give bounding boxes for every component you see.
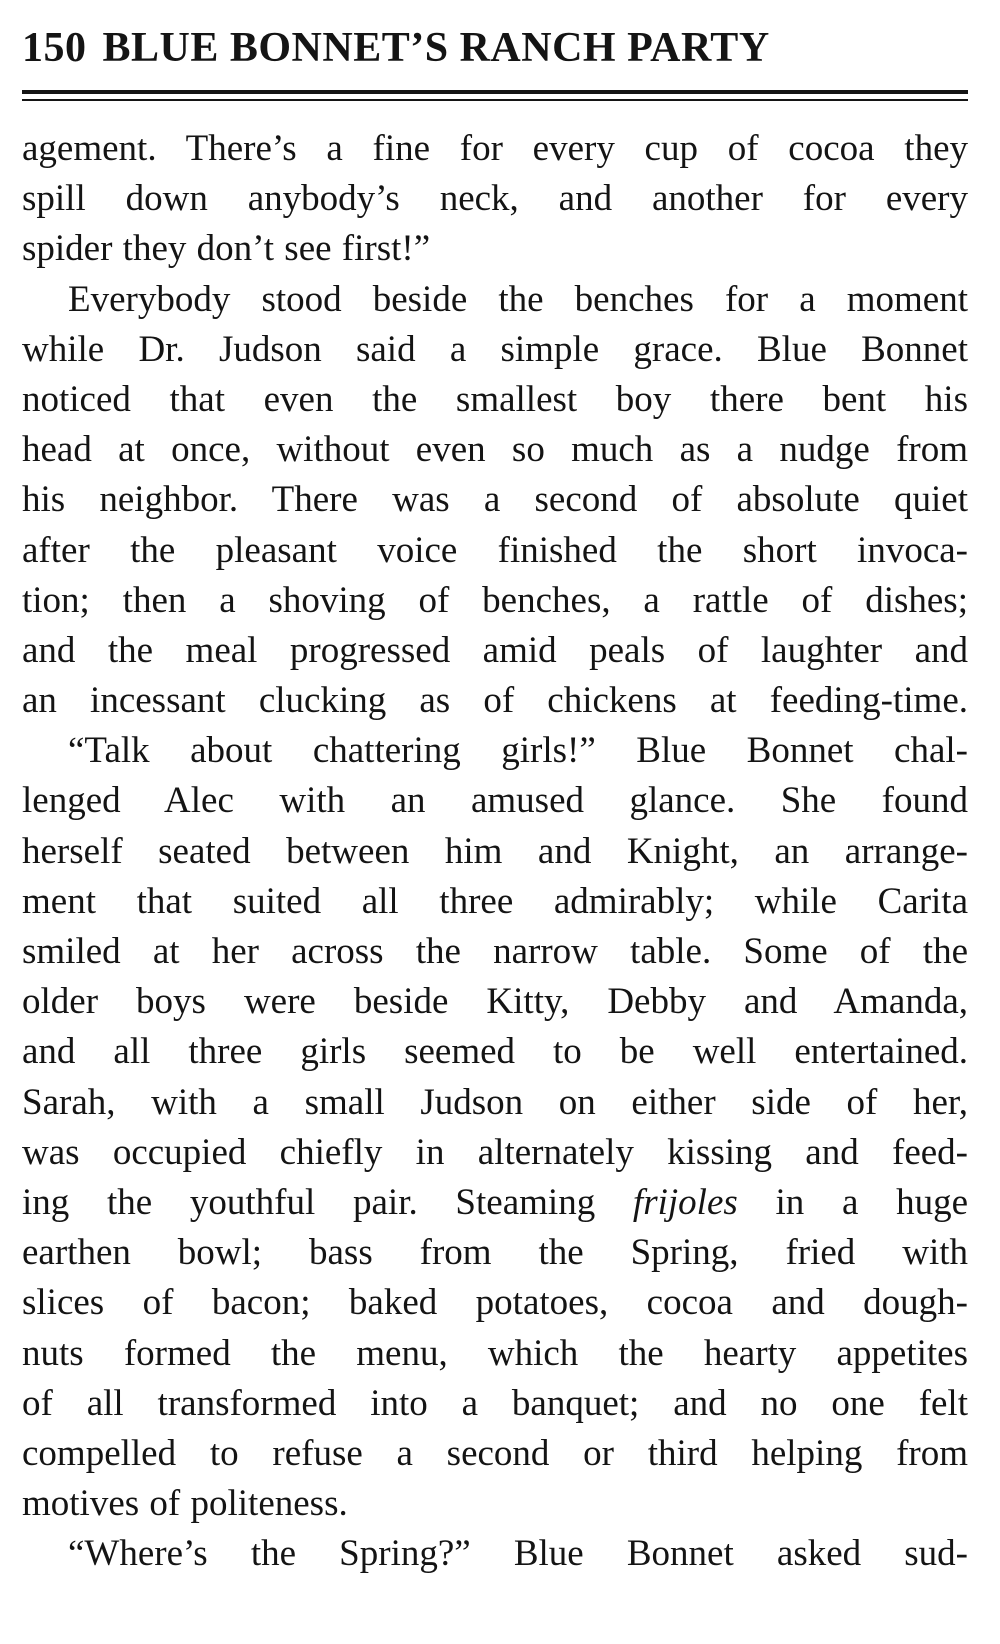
italic-word: frijoles (632, 1181, 738, 1223)
text-line: earthen bowl; bass from the Spring, fried with (22, 1232, 968, 1274)
text-line: after the pleasant voice finished the short invoca- (22, 529, 968, 571)
text-line: an incessant clucking as of chickens at feeding-time. (22, 680, 968, 722)
text-line: and all three girls seemed to be well entertained. (22, 1031, 968, 1073)
running-head (22, 18, 968, 78)
page-number: 150 (22, 25, 87, 71)
text-line: older boys were beside Kitty, Debby and Amanda, (22, 981, 968, 1023)
text-line: slices of bacon; baked potatoes, cocoa and dough- (22, 1282, 968, 1324)
text-line-start: ing the youthful pair. Steaming (22, 1181, 596, 1223)
text-line: compelled to refuse a second or third helping from (22, 1432, 968, 1474)
text-line: while Dr. Judson said a simple grace. Blue Bonnet (22, 328, 968, 370)
text-line: noticed that even the smallest boy there bent his (22, 378, 968, 420)
text-line: Sarah, with a small Judson on either side of her, (22, 1081, 968, 1123)
text-line: was occupied chiefly in alternately kissing and feed- (22, 1131, 968, 1173)
text-line: lenged Alec with an amused glance. She found (22, 780, 968, 822)
running-title: BLUE BONNET’S RANCH PARTY (102, 25, 770, 71)
text-line: smiled at her across the narrow table. Some of the (22, 931, 968, 972)
text-line: “Where’s the Spring?” Blue Bonnet asked sud- (68, 1533, 968, 1575)
header-rule-thick (22, 90, 968, 94)
text-line: spill down anybody’s neck, and another for every (22, 178, 968, 220)
text-line: ment that suited all three admirably; while Carita (22, 880, 968, 922)
text-line: nuts formed the menu, which the hearty appetites (22, 1332, 968, 1374)
text-line: of all transformed into a banquet; and no one felt (22, 1382, 968, 1424)
text-line: spider they don’t see first!” (22, 228, 431, 270)
text-line: “Talk about chattering girls!” Blue Bonnet chal- (68, 730, 968, 772)
text-line: Everybody stood beside the benches for a moment (68, 278, 968, 320)
text-line: and the meal progressed amid peals of laughter and (22, 629, 968, 671)
text-line: motives of politeness. (22, 1483, 348, 1525)
text-line-with-italic (22, 1178, 968, 1228)
text-line: his neighbor. There was a second of absolute quiet (22, 479, 968, 521)
text-line: agement. There’s a fine for every cup of cocoa they (22, 128, 968, 169)
text-line: head at once, without even so much as a nudge from (22, 429, 968, 471)
body-text (22, 124, 968, 1579)
text-line: tion; then a shoving of benches, a rattle of dishes; (22, 579, 968, 621)
text-line: herself seated between him and Knight, an arrange- (22, 830, 968, 872)
header-rule-thin (22, 99, 968, 101)
text-line-end: in a huge (775, 1181, 969, 1223)
